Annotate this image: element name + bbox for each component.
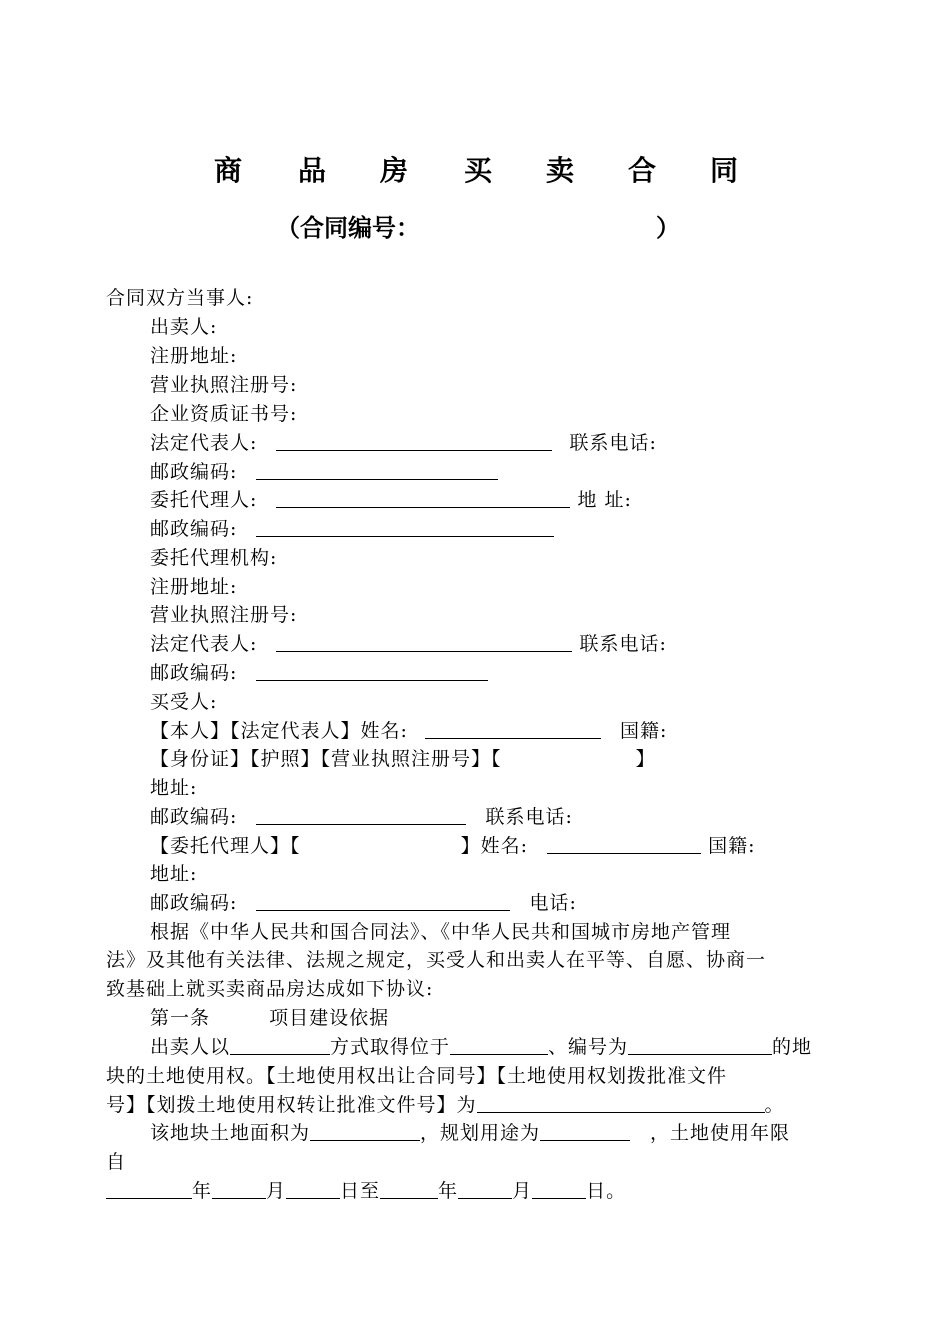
text-run: 日至: [340, 1180, 381, 1202]
blank-field: [286, 1180, 340, 1199]
article-1-number: 第一条: [150, 1007, 211, 1029]
reg-address-label: 注册地址:: [150, 345, 238, 367]
license-no-label: 营业执照注册号:: [150, 374, 298, 396]
postal-line: [150, 458, 498, 487]
blank-field: [276, 489, 570, 508]
postal-line-2: [150, 515, 554, 544]
blank-field: [540, 1122, 630, 1141]
text-run: 月: [266, 1180, 287, 1202]
postal-label-2: 邮政编码:: [150, 518, 238, 540]
blank-field: [380, 1180, 438, 1199]
blank-field: [256, 806, 466, 825]
article-1-heading: [150, 1004, 389, 1033]
contract-number: [276, 208, 680, 248]
blank-field: [276, 432, 552, 451]
postal-label-3: 邮政编码:: [150, 662, 238, 684]
article-1-p1-line3: [106, 1091, 785, 1120]
reg-address-label-2: 注册地址:: [150, 576, 238, 598]
legal-rep-label: 法定代表人:: [150, 432, 258, 454]
blank-field: [276, 633, 572, 652]
nationality-label: 国籍:: [620, 720, 668, 742]
article-1-p2-line1: [150, 1119, 790, 1148]
postal-label: 邮政编码:: [150, 461, 238, 483]
title-char: 合: [628, 154, 657, 187]
address-label: 地 址:: [577, 489, 632, 511]
contract-number-label: （合同编号：: [276, 214, 420, 242]
blank-field: [628, 1036, 772, 1055]
article-1-p1-line1: [150, 1033, 812, 1062]
buyer-postal-label: 邮政编码:: [150, 806, 238, 828]
blank-field: [230, 1036, 330, 1055]
text-run: 年: [192, 1180, 213, 1202]
agent-label: 委托代理人:: [150, 489, 258, 511]
contact-phone-label-2: 联系电话:: [579, 633, 667, 655]
title-char: 房: [380, 154, 409, 187]
seller-label: 出卖人:: [150, 316, 218, 338]
title-char: 商: [214, 154, 243, 187]
blank-field: [310, 1122, 420, 1141]
article-1-title: 项目建设依据: [269, 1007, 390, 1029]
blank-field: [256, 892, 510, 911]
preamble-line-2: 法》及其他有关法律、法规之规定，买受人和出卖人在平等、自愿、协商一: [106, 949, 767, 971]
buyer-agent-line: [150, 832, 756, 861]
article-1-p2-line2: 自: [106, 1151, 127, 1173]
buyer-label: 买受人:: [150, 691, 218, 713]
postal-line-3: [150, 659, 488, 688]
article-1-p3: [106, 1177, 626, 1206]
buyer-address-label: 地址:: [150, 777, 198, 799]
text-run: 年: [438, 1180, 459, 1202]
buyer-phone-label: 联系电话:: [485, 806, 573, 828]
id-types-label: 【身份证】【护照】【营业执照注册号】【: [150, 748, 502, 770]
text-run: 号】【划拨土地使用权转让批准文件号】为: [106, 1094, 477, 1116]
blank-field: [212, 1180, 266, 1199]
text-run: 的地: [772, 1036, 813, 1058]
blank-field: [477, 1094, 765, 1113]
buyer-name-label: 【本人】【法定代表人】姓名:: [150, 720, 408, 742]
blank-field: [256, 662, 488, 681]
qualification-no-label: 企业资质证书号:: [150, 403, 298, 425]
agent-line: [150, 486, 632, 515]
legal-rep-line: [150, 429, 657, 458]
title-char: 同: [710, 154, 739, 187]
agent-postal-line: [150, 889, 577, 918]
legal-rep-label-2: 法定代表人:: [150, 633, 258, 655]
text-run: 方式取得位于: [330, 1036, 451, 1058]
article-1-p1-line2: 块的土地使用权。【土地使用权出让合同号】【土地使用权划拨批准文件: [106, 1065, 728, 1087]
title-char: 卖: [546, 154, 575, 187]
nationality-label-2: 国籍:: [708, 835, 756, 857]
blank-field: [450, 1036, 548, 1055]
text-run: ，土地使用年限: [650, 1122, 791, 1144]
id-type-line: [150, 745, 656, 774]
text-run: 月: [512, 1180, 533, 1202]
buyer-name-line: [150, 717, 667, 746]
blank-field: [256, 461, 498, 480]
contact-phone-label: 联系电话:: [569, 432, 657, 454]
agency-label: 委托代理机构:: [150, 547, 278, 569]
blank-field: [106, 1180, 192, 1199]
blank-field: [256, 518, 554, 537]
preamble-line-3: 致基础上就买卖商品房达成如下协议:: [106, 978, 434, 1000]
text-run: 该地块土地面积为: [150, 1122, 311, 1144]
buyer-agent-label: 【委托代理人】【: [150, 835, 301, 857]
title-char: 买: [464, 154, 493, 187]
buyer-postal-line: [150, 803, 573, 832]
text-run: 。: [764, 1094, 785, 1116]
id-types-close: 】: [635, 748, 656, 770]
blank-field: [547, 835, 701, 854]
contract-number-close: ）: [656, 214, 680, 242]
blank-field: [532, 1180, 586, 1199]
agent-phone-label: 电话:: [529, 892, 577, 914]
buyer-agent-name-label: 】姓名:: [460, 835, 529, 857]
preamble-line-1: 根据《中华人民共和国合同法》、《中华人民共和国城市房地产管理: [150, 921, 732, 943]
blank-field: [458, 1180, 512, 1199]
agent-postal-label: 邮政编码:: [150, 892, 238, 914]
legal-rep-line-2: [150, 630, 667, 659]
text-run: 、编号为: [548, 1036, 629, 1058]
text-run: 出卖人以: [150, 1036, 231, 1058]
license-no-label-2: 营业执照注册号:: [150, 604, 298, 626]
text-run: 日。: [586, 1180, 627, 1202]
blank-field: [425, 720, 601, 739]
parties-intro: 合同双方当事人:: [106, 287, 254, 309]
text-run: ，规划用途为: [420, 1122, 541, 1144]
title-char: 品: [298, 154, 327, 187]
agent-address-label: 地址:: [150, 863, 198, 885]
